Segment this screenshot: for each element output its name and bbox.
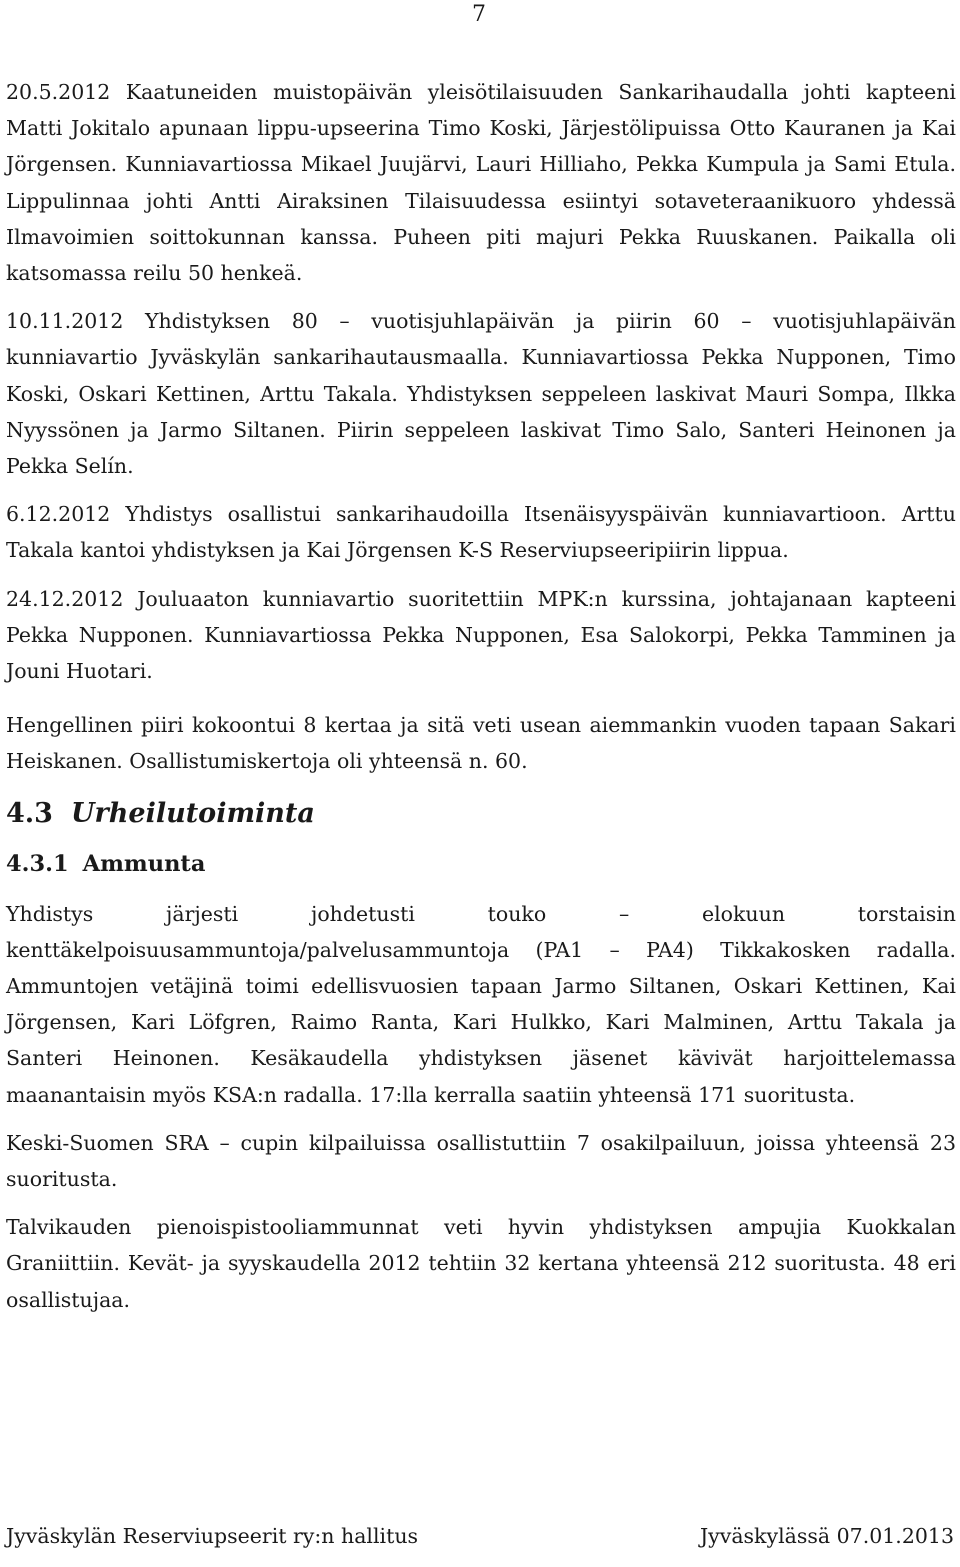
heading-ammunta: [6, 844, 956, 884]
page-footer: [6, 1524, 954, 1548]
subheading-number: 4.3.1: [6, 850, 69, 877]
paragraph-kenttakelpoisuusammunnat: Yhdistys järjesti johdetusti touko – elokuun torstaisin kenttäkelpoisuusammuntoja/palvelusammuntoja (PA1 – PA4) Tikkakosken radalla. Ammuntojen vetäjinä toimi edellisvuosien tapaan Jarmo Siltanen, Oskari Kettinen, Kai Jörgensen, Kari Löfgren, Raimo Ranta, Kari Hulkko, Kari Malminen, Arttu Takala ja Santeri Heinonen. Kesäkaudella yhdistyksen jäsenet kävivät harjoittelemassa maanantaisin myös KSA:n radalla. 17:lla kerralla saatiin yhteensä 171 suoritusta.: [6, 901, 956, 1107]
footer-right: Jyväskylässä 07.01.2013: [699, 1524, 954, 1548]
paragraph-hengellinen-piiri: Hengellinen piiri kokoontui 8 kertaa ja sitä veti usean aiemmankin vuoden tapaan Sakari Heiskanen. Osallistumiskertoja oli yhteensä n. 60.: [6, 713, 956, 774]
paragraph-sra-cup: Keski-Suomen SRA – cupin kilpailuissa osallistuttiin 7 osakilpailuun, joissa yhteensä 23 suoritusta.: [6, 1130, 956, 1192]
paragraph-jouluaatto: 24.12.2012 Jouluaaton kunniavartio suoritettiin MPK:n kurssina, johtajanaan kapteeni Pekka Nupponen. Kunniavartiossa Pekka Nupponen, Esa Salokorpi, Pekka Tamminen ja Jouni Huotari.: [6, 586, 956, 684]
paragraph-kaatuneiden-muistopaiva: 20.5.2012 Kaatuneiden muistopäivän yleisötilaisuuden Sankarihaudalla johti kapteeni Matti Jokitalo apunaan lippu-upseerina Timo Koski, Järjestölipuissa Otto Kauranen ja Kai Jörgensen. Kunniavartiossa Mikael Juujärvi, Lauri Hilliaho, Pekka Kumpula ja Sami Etula. Lippulinnaa johti Antti Airaksinen Tilaisuudessa esiintyi sotaveteraanikuoro yhdessä Ilmavoimien soittokunnan kanssa. Puheen piti majuri Pekka Ruuskanen. Paikalla oli katsomassa reilu 50 henkeä.: [6, 80, 956, 286]
heading-title: Urheilutoiminta: [70, 797, 315, 829]
paragraph-pienoispistooli: Talvikauden pienoispistooliammunnat veti hyvin yhdistyksen ampujia Kuokkalan Graniittiin. Kevät- ja syyskaudella 2012 tehtiin 32 kertana yhteensä 212 suoritusta. 48 eri osallistujaa.: [6, 1215, 956, 1312]
document-body: [6, 74, 956, 1318]
subheading-title: Ammunta: [82, 850, 206, 877]
heading-urheilutoiminta: [6, 794, 956, 834]
paragraph-itsenaisyyspaiva: 6.12.2012 Yhdistys osallistui sankarihaudoilla Itsenäisyyspäivän kunniavartioon. Arttu Takala kantoi yhdistyksen ja Kai Jörgensen K-S Reserviupseeripiirin lippua.: [6, 502, 956, 563]
footer-left: Jyväskylän Reserviupseerit ry:n hallitus: [6, 1524, 419, 1548]
page-number: 7: [472, 2, 486, 27]
heading-number: 4.3: [6, 797, 53, 829]
paragraph-vuotisjuhla-kunniavartio: 10.11.2012 Yhdistyksen 80 – vuotisjuhlapäivän ja piirin 60 – vuotisjuhlapäivän kunniavartio Jyväskylän sankarihautausmaalla. Kunniavartiossa Pekka Nupponen, Timo Koski, Oskari Kettinen, Arttu Takala. Yhdistyksen seppeleen laskivat Mauri Sompa, Ilkka Nyyssönen ja Jarmo Siltanen. Piirin seppeleen laskivat Timo Salo, Santeri Heinonen ja Pekka Selín.: [6, 309, 956, 479]
